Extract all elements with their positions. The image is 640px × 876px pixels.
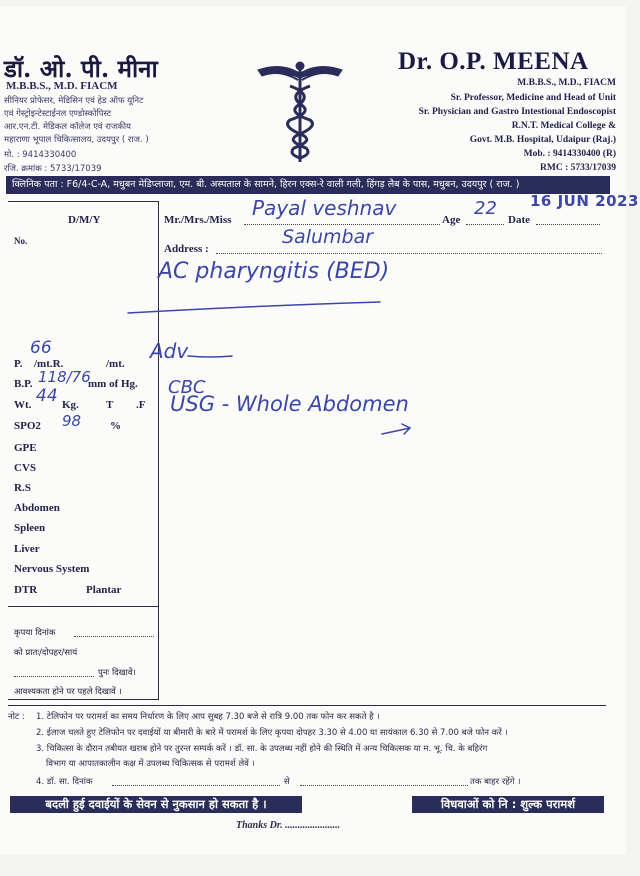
- followup-revisit-label: पुनः दिखावें।: [98, 668, 136, 678]
- exam-rs: R.S: [14, 482, 31, 494]
- away-to-field[interactable]: [300, 785, 468, 786]
- temp-unit: .F: [136, 399, 146, 411]
- divider: [8, 606, 159, 607]
- exam-dtr: DTR: [14, 584, 38, 596]
- designation-line: एवं गेस्ट्रोइन्टेस्टाईनल एण्डोस्कोपिस्ट: [4, 109, 112, 119]
- away-from-field[interactable]: [112, 785, 280, 786]
- resp-unit: /mt.: [106, 358, 125, 370]
- exam-spleen: Spleen: [14, 522, 46, 534]
- date-field[interactable]: [536, 224, 600, 225]
- age-label: Age: [442, 214, 461, 226]
- institution-line: Govt. M.B. Hospital, Udaipur (Raj.): [469, 135, 616, 145]
- registration-number: RMC : 5733/17039: [540, 163, 616, 173]
- diagnosis-line: AC pharyngitis (BED): [158, 259, 390, 284]
- designation-line: Sr. Professor, Medicine and Head of Unit: [450, 93, 616, 103]
- bp-unit: mm of Hg.: [88, 378, 138, 390]
- divider: [8, 705, 606, 706]
- spo2-value: 98: [62, 412, 82, 430]
- mobile-number: Mob. : 9414330400 (R): [523, 149, 616, 159]
- mobile-hindi: मो. : 9414330400: [4, 150, 77, 160]
- investigation-line: CBC: [168, 377, 206, 398]
- designation-line: महाराणा भूपाल चिकित्सालय, उदयपुर ( राज. ): [4, 135, 149, 145]
- notes-label: नोट :: [8, 712, 25, 722]
- address-label: Address :: [164, 243, 209, 255]
- weight-label: Wt.: [14, 399, 32, 411]
- weight-value: 44: [36, 386, 58, 406]
- followup-date-field[interactable]: [74, 636, 154, 637]
- temp-label: T: [106, 399, 114, 411]
- address-value: Salumbar: [282, 226, 374, 248]
- pulse-label: P.: [14, 358, 23, 370]
- clinic-address-bar: क्लिनिक पता : F6/4-C-A, मधुबन मेडिप्लाजा, एम. बी. अस्पताल के सामने, हिरन एक्स-रे वाली गली, हिंगड़ लैब के पास, मधुबन, उदयपुर ( राज. ): [6, 176, 610, 194]
- date-stamp: 16 JUN 2023: [530, 192, 639, 210]
- note-4-to: तक बाहर रहेंगे ।: [470, 777, 521, 787]
- free-consult-banner: विधवाओं को नि : शुल्क परामर्श: [412, 796, 604, 813]
- dmy-label: D/M/Y: [68, 214, 101, 226]
- spo2-unit: %: [110, 420, 121, 432]
- investigation-line: USG - Whole Abdomen: [170, 392, 409, 416]
- followup-date-label: कृपया दिनांक: [14, 628, 56, 638]
- exam-cvs: CVS: [14, 462, 37, 474]
- bp-label: B.P.: [14, 378, 33, 390]
- bp-value: 118/76: [38, 368, 91, 386]
- address-field[interactable]: [216, 253, 602, 254]
- weight-unit: Kg.: [62, 399, 79, 411]
- thanks-line: Thanks Dr. ......................: [236, 820, 341, 831]
- doctor-name-hindi: डॉ. ओ. पी. मीना: [4, 54, 158, 83]
- designation-line: सीनियर प्रोफेसर, मेडिसिन एवं हेड ऑफ यूनिट: [4, 96, 144, 106]
- followup-time-label: को प्रातः/दोपहर/सायं: [14, 648, 78, 658]
- followup-time-field[interactable]: [14, 676, 94, 677]
- age-value: 22: [474, 198, 497, 219]
- no-label: No.: [14, 236, 28, 246]
- patient-name-value: Payal veshnav: [252, 196, 397, 220]
- doctor-degree-left: M.B.B.S., M.D. FIACM: [6, 80, 118, 92]
- date-label: Date: [508, 214, 530, 226]
- exam-nervous-system: Nervous System: [14, 563, 90, 575]
- spo2-label: SPO2: [14, 420, 41, 432]
- advice-line: Adv: [150, 339, 189, 363]
- exam-abdomen: Abdomen: [14, 502, 60, 514]
- note-4-from: से: [284, 777, 290, 787]
- designation-line: Sr. Physician and Gastro Intestional Endoscopist: [418, 107, 616, 117]
- institution-line: R.N.T. Medical College &: [511, 121, 616, 131]
- pulse-unit: /mt.R.: [34, 358, 64, 370]
- note-2: 2. ईलाज चलते हुए टेलिफोन पर दवाईयों या बीमारी के बारे में परामर्श के लिए कृपया दोपहर 3.30 से 4.00 या सायंकाल 6.30 से 7.00 बजे फोन करें ।: [36, 728, 508, 738]
- warning-banner: बदली हुई दवाईयों के सेवन से नुकसान हो सकता है ।: [10, 796, 302, 813]
- exam-liver: Liver: [14, 543, 40, 555]
- note-3-cont: विभाग या आपातकालीन कक्ष में उपलब्ध चिकित्सक से परामर्श लेवें ।: [46, 759, 255, 769]
- registration-hindi: रजि. क्रमांक : 5733/17039: [4, 164, 102, 174]
- note-3: 3. चिकित्सा के दौरान तबीयत खराब होने पर तुरन्त सम्पर्क करें । डॉ. सा. के उपलब्ध नहीं होने की स्थिति में अन्य चिकित्सक या म. भू. चि. के बहिरंग: [36, 744, 488, 754]
- exam-gpe: GPE: [14, 442, 37, 454]
- pulse-value: 66: [30, 338, 52, 358]
- designation-line: आर.एन.टी. मेडिकल कॉलेज एवं राजकीय: [4, 122, 131, 132]
- exam-plantar: Plantar: [86, 584, 122, 596]
- note-1: 1. टेलिफोन पर परामर्श का समय निर्धारण के लिए आप सुबह 7.30 बजे से रात्रि 9.00 तक फोन कर सकते है ।: [36, 712, 380, 722]
- followup-early-label: आवश्यकता होने पर पहले दिखावें ।: [14, 687, 122, 697]
- doctor-name: Dr. O.P. MEENA: [398, 48, 589, 75]
- patient-name-field[interactable]: [244, 224, 440, 225]
- patient-name-label: Mr./Mrs./Miss: [164, 214, 232, 226]
- age-field[interactable]: [466, 224, 504, 225]
- doctor-degree: M.B.B.S., M.D., FIACM: [517, 78, 616, 88]
- note-4: 4. डॉ. सा. दिनांक: [36, 777, 93, 787]
